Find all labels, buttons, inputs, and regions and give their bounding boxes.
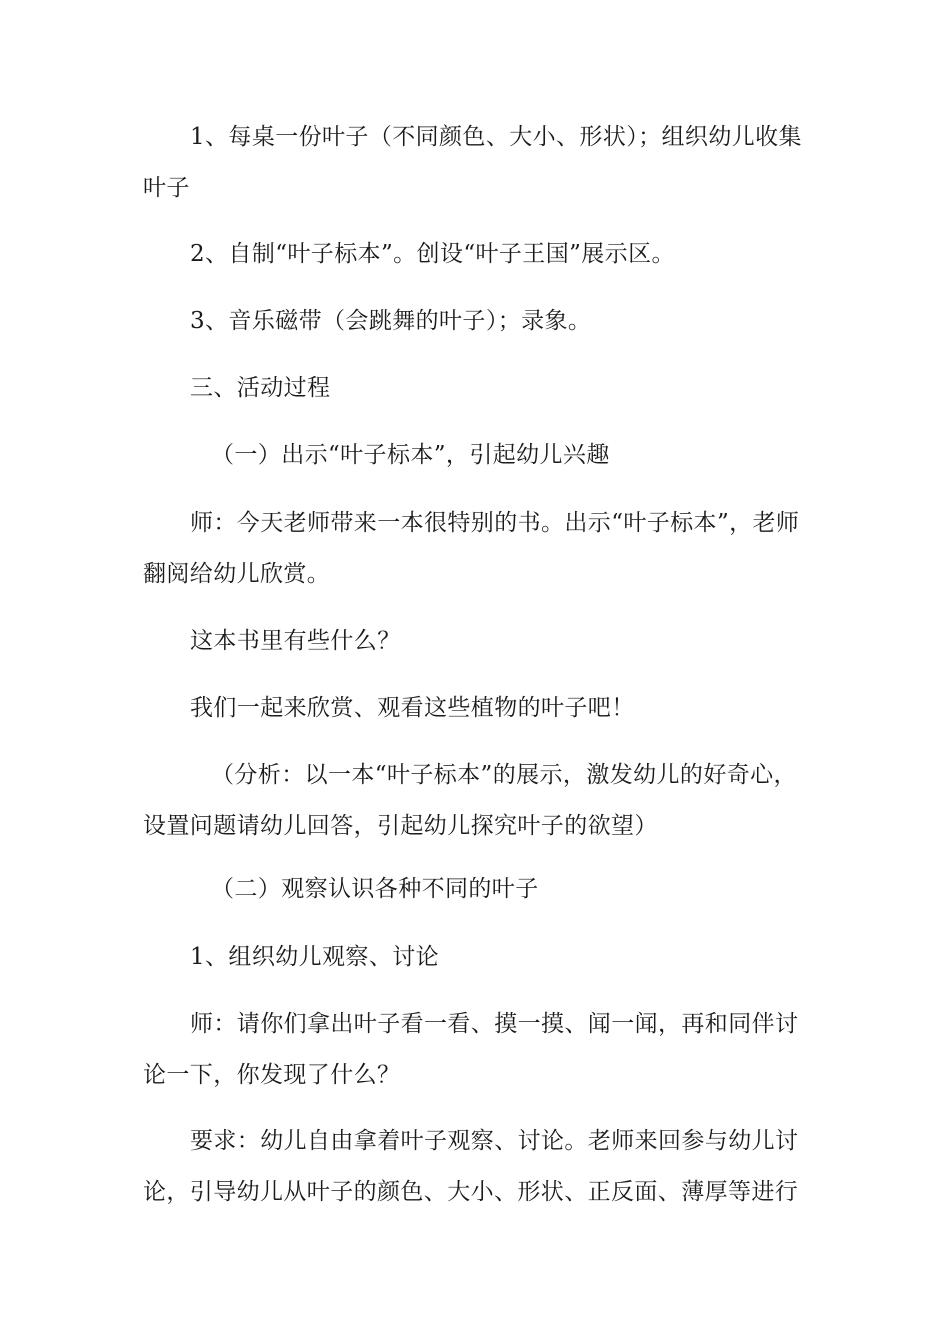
materials-item-1: 1、每桌一份叶子（不同颜色、大小、形状）；组织幼儿收集叶子 xyxy=(143,124,802,201)
appreciate-text: 我们一起来欣赏、观看这些植物的叶子吧！ xyxy=(190,695,635,721)
materials-item-2: 2、自制“叶子标本”。创设“叶子王国”展示区。 xyxy=(190,241,675,267)
section-heading-activity-process: 三、活动过程 xyxy=(190,375,331,401)
subsection-heading-2: （二）观察认识各种不同的叶子 xyxy=(211,876,539,902)
subsection-heading-1: （一）出示“叶子标本”，引起幼儿兴趣 xyxy=(211,442,610,468)
observe-item-1: 1、组织幼儿观察、讨论 xyxy=(190,944,440,970)
teacher-dialogue-2: 师：请你们拿出叶子看一看、摸一摸、闻一闻，再和同伴讨论一下，你发现了什么？ xyxy=(143,1011,799,1088)
analysis-note: （分析：以一本“叶子标本”的展示，激发幼儿的好奇心，设置问题请幼儿回答，引起幼儿探究叶子的欲望） xyxy=(143,762,797,839)
requirement-text: 要求：幼儿自由拿着叶子观察、讨论。老师来回参与幼儿讨论，引导幼儿从叶子的颜色、大小、形状、正反面、薄厚等进行 xyxy=(143,1128,799,1205)
teacher-dialogue-1: 师：今天老师带来一本很特别的书。出示“叶子标本”，老师翻阅给幼儿欣赏。 xyxy=(143,510,800,587)
question-text: 这本书里有些什么？ xyxy=(190,628,401,654)
materials-item-3: 3、音乐磁带（会跳舞的叶子）；录象。 xyxy=(190,308,592,334)
